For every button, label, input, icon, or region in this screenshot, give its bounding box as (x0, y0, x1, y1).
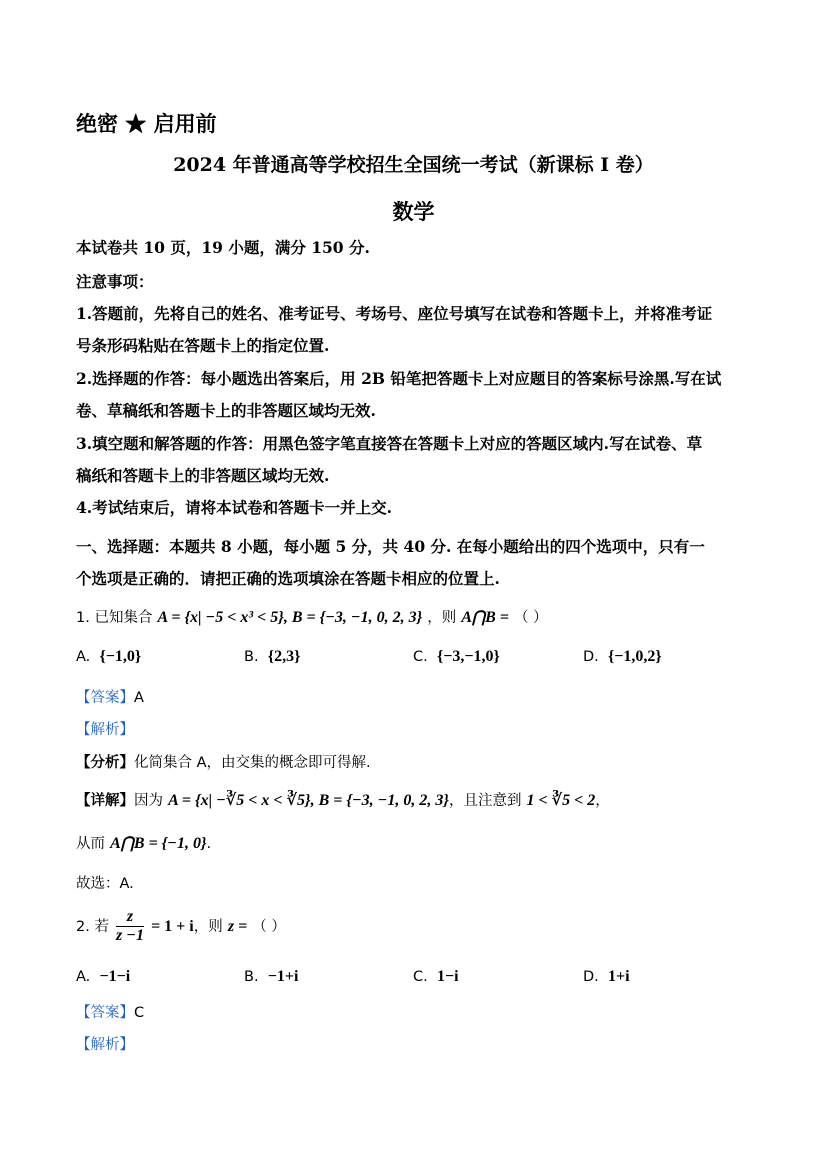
fraction-numerator: z (116, 908, 144, 927)
note-4: 4.考试结束后，请将本试卷和答题卡一并上交. (76, 498, 393, 517)
note-3-line-1: 3.填空题和解答题的作答：用黑色签字笔直接答在答题卡上对应的答题区域内.写在试卷、草 (76, 434, 703, 453)
q2-answer (76, 1001, 144, 1022)
answer-tag: 【答案】 (76, 1005, 134, 1021)
subject-title: 数学 (392, 199, 435, 224)
section-1-heading-line-2: 个选项是正确的．请把正确的选项填涂在答题卡相应的位置上. (76, 569, 500, 588)
section-1-heading-line-1: 一、选择题：本题共 8 小题，每小题 5 分，共 40 分. 在每小题给出的四个选项中，只有一 (76, 537, 705, 556)
question-1 (76, 606, 548, 627)
note-1-line-2: 号条形码粘贴在答题卡上的指定位置. (76, 336, 330, 355)
question-2-ask: z = (227, 918, 248, 935)
q2-analysis-tag: 【解析】 (76, 1037, 134, 1053)
q2-option-a: A. −1−i (76, 968, 131, 985)
q1-choose: 故选：A. (76, 876, 134, 892)
question-2: 2. 若 $\frac{z}{z -1}$ = 1 + i，则 z = （ ） (76, 908, 286, 944)
detail-inequality: 1 < ∛5 < 2 (526, 792, 596, 809)
detail-tag: 【详解】 (76, 793, 134, 809)
q1-therefore: 从而 A⋂B = {−1, 0}. (76, 835, 212, 852)
question-1-prefix: 1. 已知集合 (76, 610, 153, 626)
detail-sets: A = {x| −∛5 < x < ∛5}, B = {−3, −1, 0, 2, 3} (168, 792, 449, 809)
detail-text: 因为 (134, 793, 163, 809)
q2-option-c: C. 1−i (413, 968, 459, 985)
q1-option-c: C. {−3,−1,0} (413, 648, 500, 665)
confidential-label: 绝密 ★ 启用前 (76, 111, 217, 136)
q1-analysis-tag: 【解析】 (76, 722, 134, 738)
note-3-line-2: 稿纸和答题卡上的非答题区域均无效. (76, 466, 330, 485)
note-2-line-2: 卷、草稿纸和答题卡上的非答题区域均无效. (76, 401, 376, 420)
paper-summary: 本试卷共 10 页，19 小题，满分 150 分. (76, 238, 370, 257)
q1-detail: 【详解】因为 A = {x| −∛5 < x < ∛5}, B = {−3, −1, 0, 2, 3}，且注意到 1 < ∛5 < 2， (76, 792, 610, 809)
note-1-line-1: 1.答题前，先将自己的姓名、准考证号、考场号、座位号填写在试卷和答题卡上，并将准考证 (76, 304, 713, 323)
question-2-rhs: = 1 + i (151, 918, 194, 935)
fraction-denominator: z −1 (116, 927, 144, 944)
exam-title: 2024 年普通高等学校招生全国统一考试（新课标 I 卷） (173, 154, 654, 176)
therefore-math: A⋂B = {−1, 0} (110, 835, 207, 852)
q1-option-d: D. {−1,0,2} (583, 648, 662, 665)
q1-option-b: B. {2,3} (244, 648, 301, 665)
note-2-line-1: 2.选择题的作答：每小题选出答案后，用 2B 铅笔把答题卡上对应题目的答案标号涂黑.写在试 (76, 369, 722, 388)
answer-tag: 【答案】 (76, 690, 134, 706)
question-1-suffix: ，则 (427, 610, 457, 626)
q1-fenxi (76, 751, 371, 772)
q1-option-a: A. {−1,0} (76, 648, 142, 665)
question-2-prefix: 2. 若 (76, 919, 109, 935)
question-1-ask: A⋂B = (461, 609, 509, 626)
q2-option-d: D. 1+i (583, 968, 630, 985)
question-1-paren: （ ） (514, 610, 548, 626)
q1-answer (76, 686, 144, 707)
q2-option-b: B. −1+i (244, 968, 299, 985)
question-2-fraction (116, 908, 144, 945)
fenxi-tag: 【分析】 (76, 755, 134, 771)
detail-mid: ，且注意到 (448, 793, 522, 809)
notice-title: 注意事项： (76, 272, 154, 291)
question-2-paren: （ ） (252, 919, 286, 935)
answer-value: A (134, 690, 144, 706)
question-1-sets: A = {x| −5 < x³ < 5}, B = {−3, −1, 0, 2, 3} (157, 609, 423, 626)
answer-value: C (134, 1005, 145, 1021)
fenxi-text: 化简集合 A，由交集的概念即可得解. (134, 755, 371, 771)
